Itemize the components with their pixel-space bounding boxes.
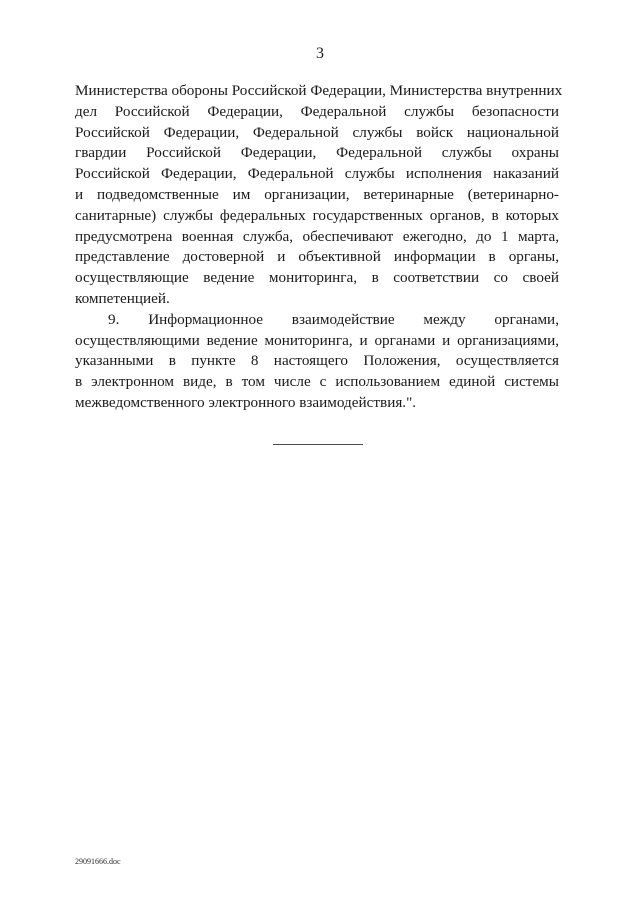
text-line: дел Российской Федерации, Федеральной службы безопасности — [75, 102, 559, 120]
document-body — [75, 81, 563, 414]
paragraph-9-first-line: 9. Информационное взаимодействие между органами, — [108, 310, 559, 328]
text-line: компетенцией. — [75, 289, 170, 307]
text-line: и подведомственные им организации, ветеринарные (ветеринарно- — [75, 185, 559, 203]
text-line: Министерства обороны Российской Федерации, Министерства внутренних — [75, 82, 563, 99]
text-line: санитарные) службы федеральных государственных органов, в которых — [75, 206, 559, 224]
text-line: Российской Федерации, Федеральной службы войск национальной — [75, 123, 559, 141]
end-of-text-rule — [273, 444, 363, 445]
text-line: в электронном виде, в том числе с использованием единой системы — [75, 373, 559, 391]
text-line: указанными в пункте 8 настоящего Положения, осуществляется — [75, 352, 559, 370]
text-line: осуществляющие ведение мониторинга, в соответствии со своей — [75, 269, 559, 287]
page-number: 3 — [316, 45, 324, 62]
text-line: осуществляющими ведение мониторинга, и органами и организациями, — [75, 331, 559, 349]
text-line: представление достоверной и объективной информации в органы, — [75, 248, 559, 266]
text-line: гвардии Российской Федерации, Федеральной службы охраны — [75, 144, 559, 162]
file-reference: 29091666.doc — [75, 857, 121, 866]
text-line: межведомственного электронного взаимодействия.". — [75, 393, 417, 411]
text-line: Российской Федерации, Федеральной службы исполнения наказаний — [75, 165, 559, 183]
text-line: предусмотрена военная служба, обеспечивают ежегодно, до 1 марта, — [75, 227, 559, 245]
